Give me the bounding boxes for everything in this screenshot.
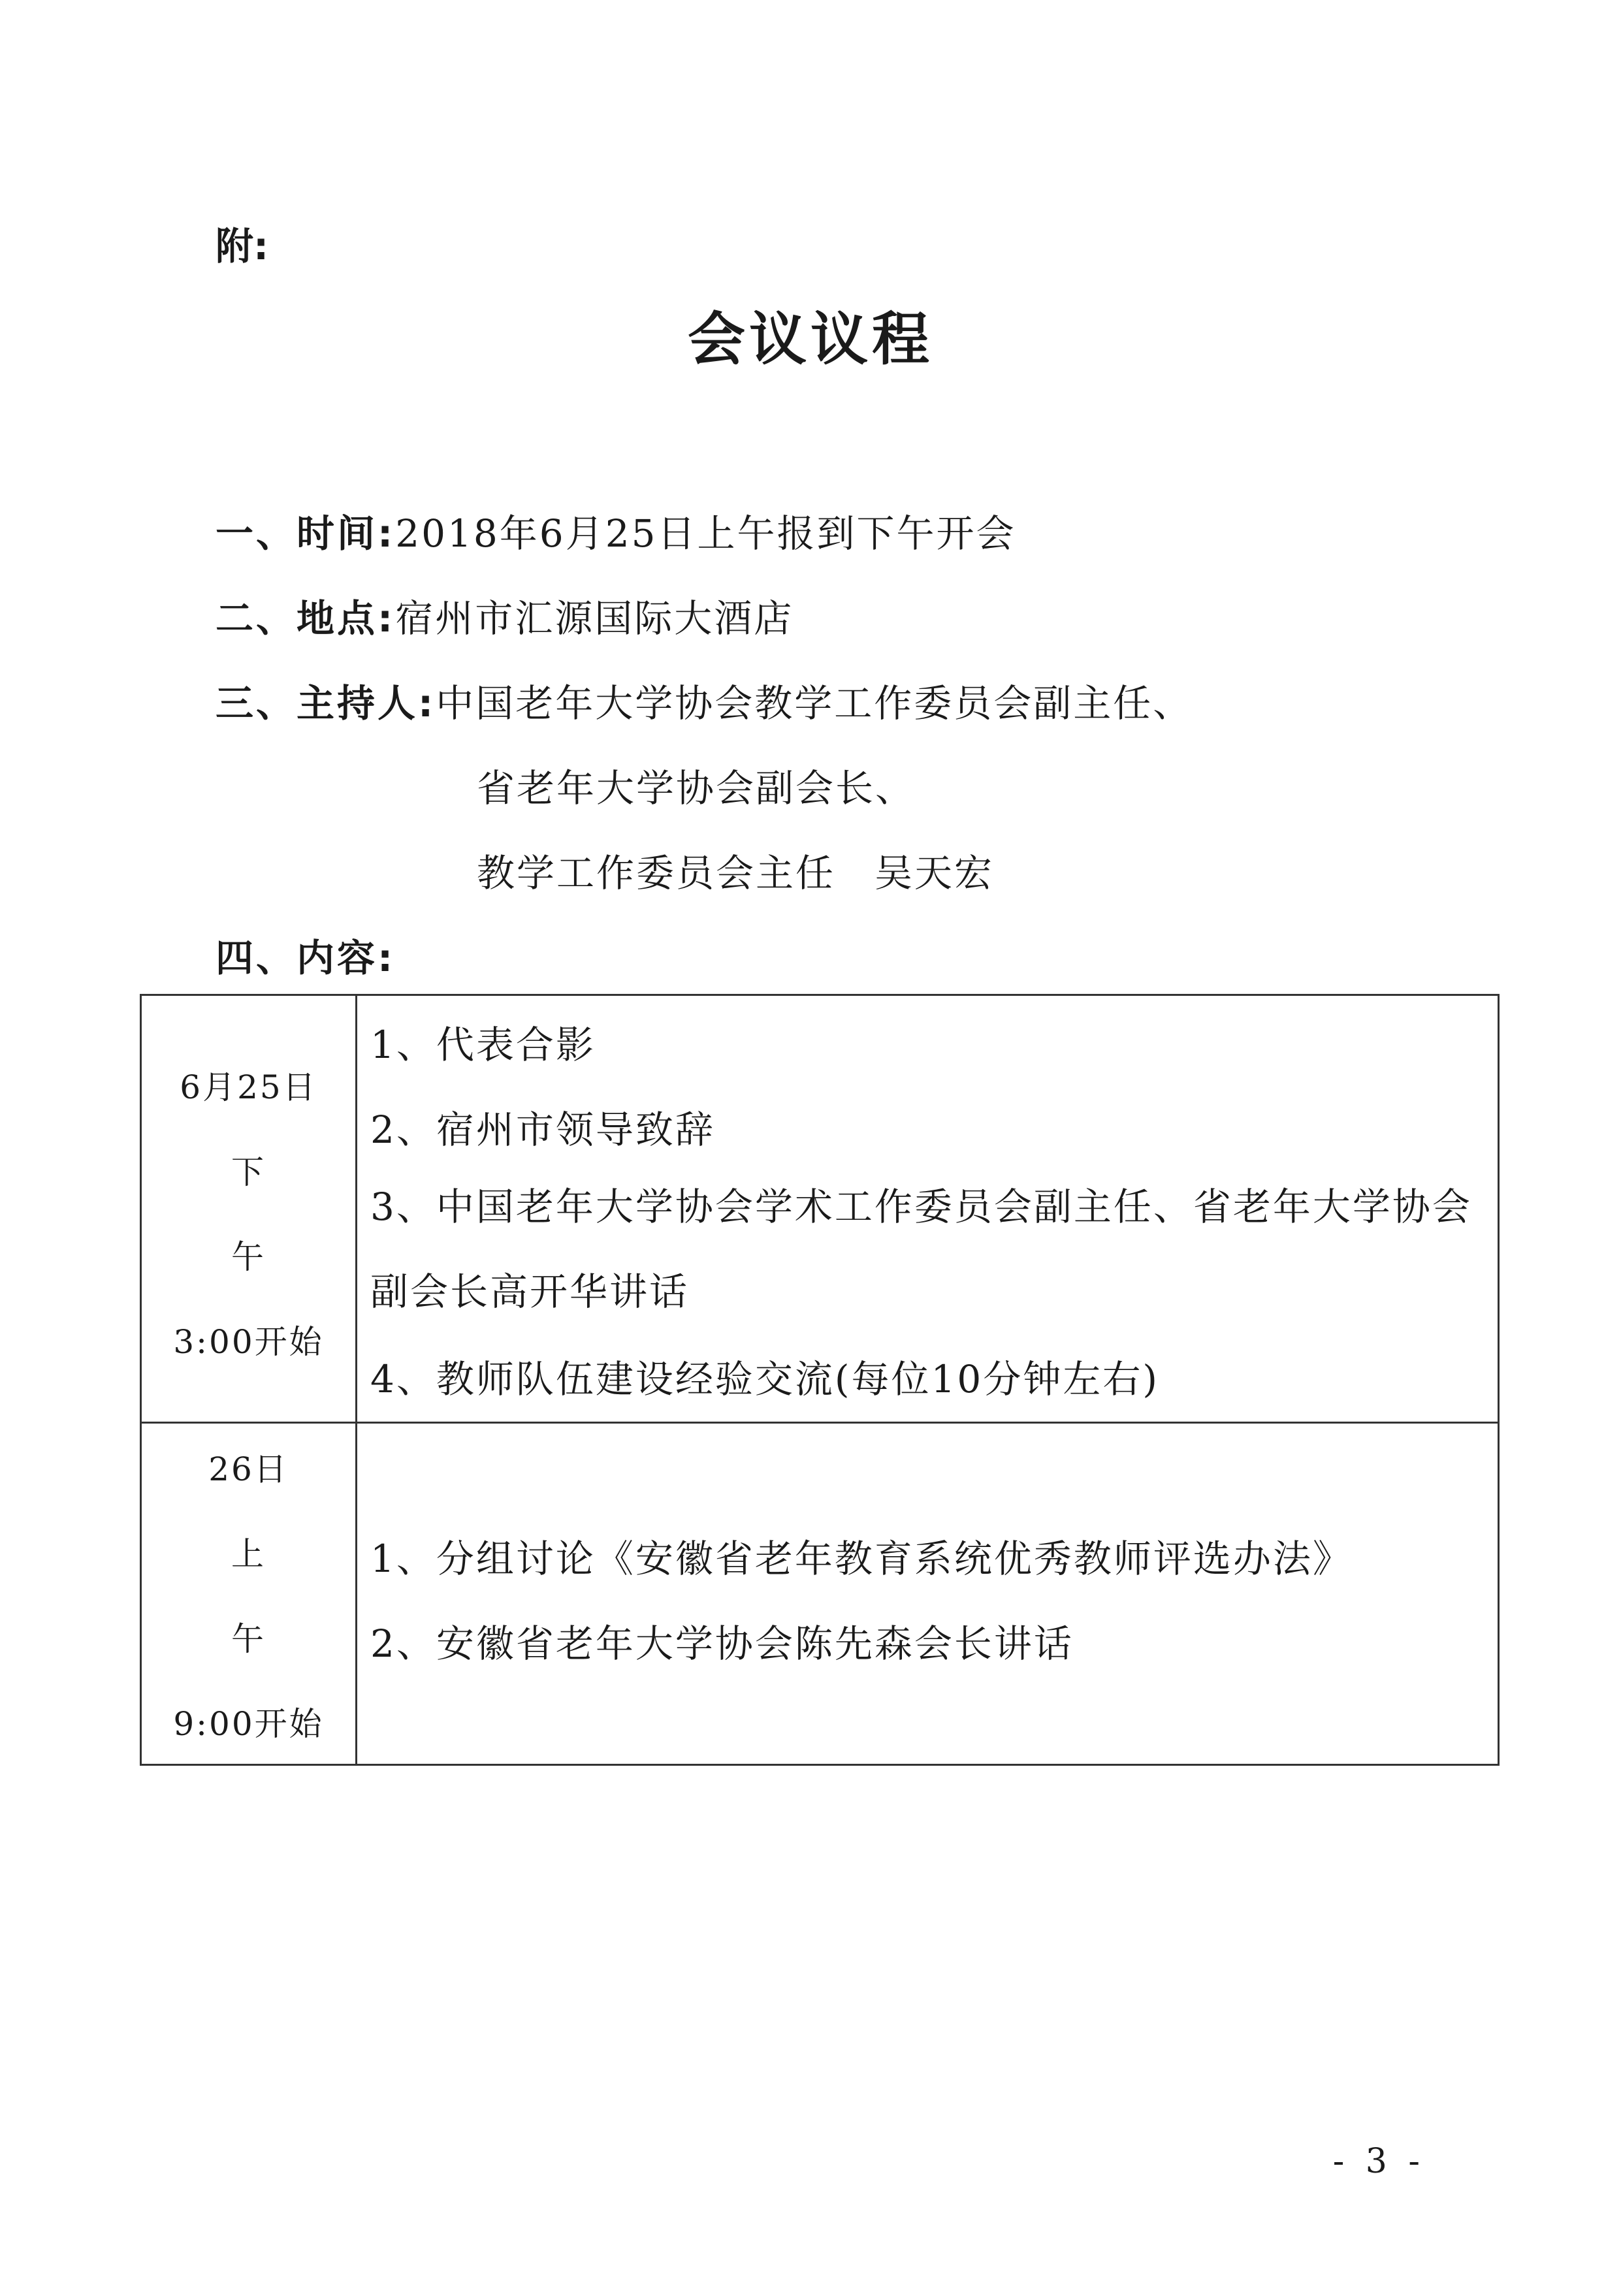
agenda-item: 1、代表合影 [370, 1023, 596, 1067]
time-line: 3:00开始 [173, 1323, 324, 1361]
time-label: 一、时间: [216, 511, 396, 556]
page-title: 会议议程 [687, 306, 933, 373]
host-label: 三、主持人: [216, 681, 436, 725]
time-line: 上 [231, 1535, 266, 1573]
place-label: 二、地点: [216, 596, 396, 641]
host-title: 教学工作委员会主任 [477, 851, 836, 895]
agenda-item: 1、分组讨论《安徽省老年教育系统优秀教师评选办法》 [370, 1537, 1353, 1581]
host-name: 吴天宏 [875, 851, 995, 895]
host-line-1: 中国老年大学协会教学工作委员会副主任、 [436, 681, 1193, 725]
time-line: 26日 [208, 1450, 289, 1488]
page-number: - 3 - [1332, 2142, 1425, 2181]
place-value: 宿州市汇源国际大酒店 [395, 596, 794, 641]
host-line-3 [477, 842, 994, 897]
info-host [216, 673, 1193, 727]
annex-label: 附: [216, 224, 269, 268]
time-value: 2018年6月25日上午报到下午开会 [395, 511, 1016, 556]
agenda-item: 2、宿州市领导致辞 [370, 1108, 715, 1152]
agenda-item: 3、中国老年大学协会学术工作委员会副主任、省老年大学协会副会长高开华讲话 [370, 1185, 1472, 1314]
agenda-item: 4、教师队伍建设经验交流(每位10分钟左右) [370, 1357, 1159, 1401]
agenda-row [142, 1424, 1498, 1766]
time-line: 午 [231, 1238, 266, 1276]
content-label: 四、内容: [216, 936, 396, 980]
agenda-time-cell [142, 996, 357, 1422]
info-place [216, 588, 794, 643]
agenda-item: 2、安徽省老年大学协会陈先森会长讲话 [370, 1621, 1074, 1666]
time-line: 午 [231, 1620, 266, 1658]
agenda-time-cell [142, 1424, 357, 1766]
info-content [216, 927, 395, 982]
host-line-2: 省老年大学协会副会长、 [477, 766, 916, 810]
agenda-table [140, 994, 1500, 1766]
time-line: 9:00开始 [173, 1705, 324, 1743]
agenda-row [142, 996, 1498, 1424]
info-time [216, 503, 1016, 558]
time-line: 下 [231, 1153, 266, 1191]
time-line: 6月25日 [180, 1068, 317, 1106]
